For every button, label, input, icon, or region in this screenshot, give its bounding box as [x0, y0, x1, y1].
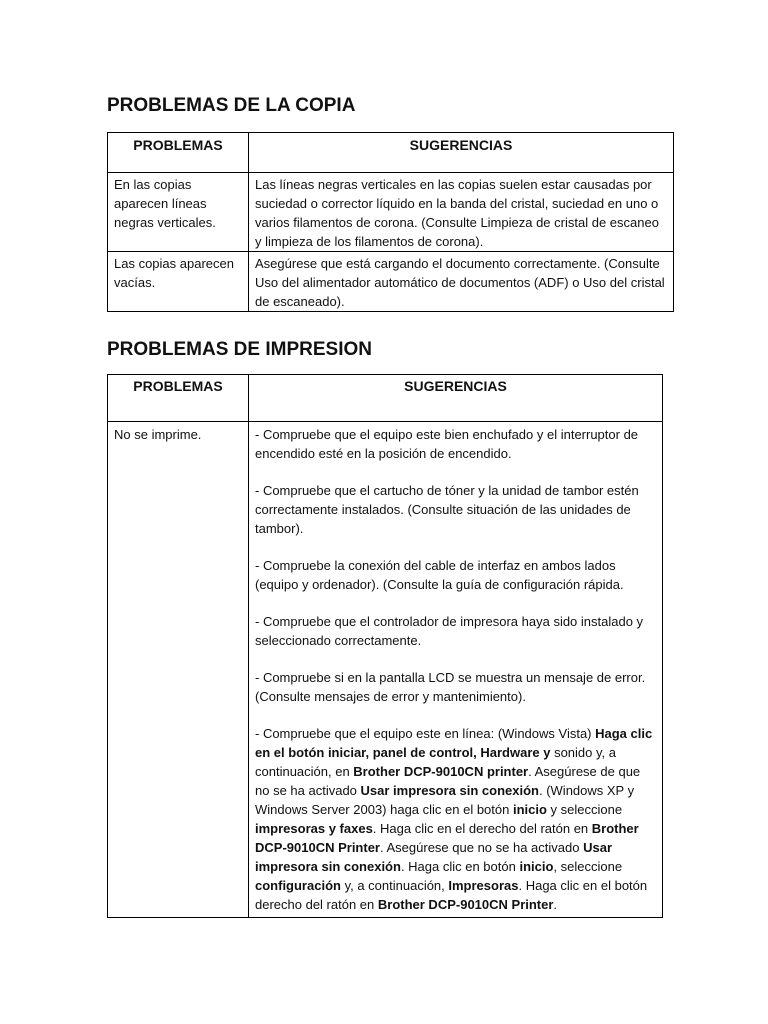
problem-cell: Las copias aparecen vacías. — [108, 252, 249, 312]
suggestion-cell: Asegúrese que está cargando el documento correctamente. (Consulte Uso del alimentador automático de documentos (ADF) o Uso del cristal de escaneado). — [249, 252, 674, 312]
table-row — [108, 173, 674, 252]
problem-cell: No se imprime. — [108, 422, 249, 918]
table-row — [108, 252, 674, 312]
suggestion-paragraph: - Compruebe que el cartucho de tóner y la unidad de tambor estén correctamente instalados. (Consulte situación de las unidades de tambor). — [255, 483, 639, 536]
text-segment: - Compruebe que el equipo este en línea: (Windows Vista) — [255, 726, 596, 741]
online-status-suggestion — [255, 724, 656, 914]
bold-text-segment: inicio — [519, 859, 554, 874]
problems-column-header: PROBLEMAS — [108, 133, 249, 173]
copy-problems-table — [107, 132, 674, 312]
text-segment: . Haga clic en el derecho del ratón en — [372, 821, 592, 836]
print-problems-table — [107, 374, 663, 918]
table-header-row — [108, 133, 674, 173]
text-segment: y, a continuación, — [340, 878, 449, 893]
text-segment: y seleccione — [546, 802, 623, 817]
text-segment: . (Windows XP y Windows Server 2003) haga clic en el botón — [255, 783, 635, 817]
suggestions-column-header: SUGERENCIAS — [249, 133, 674, 173]
bold-text-segment: configuración — [255, 878, 341, 893]
suggestion-paragraph: - Compruebe la conexión del cable de interfaz en ambos lados (equipo y ordenador). (Consulte la guía de configuración rápida. — [255, 558, 624, 592]
text-segment: , seleccione — [553, 859, 623, 874]
bold-text-segment: Haga clic en el botón iniciar, panel de control, Hardware y — [255, 726, 653, 760]
table-header-row — [108, 375, 663, 422]
bold-text-segment: Brother DCP-9010CN Printer — [377, 897, 554, 912]
suggestion-cell — [249, 422, 663, 918]
bold-text-segment: inicio — [512, 802, 547, 817]
text-segment: . Asegúrese que no se ha activado — [380, 840, 584, 855]
bold-text-segment: Impresoras — [448, 878, 519, 893]
bold-text-segment: impresoras y faxes — [255, 821, 373, 836]
suggestion-paragraph: - Compruebe que el equipo este bien enchufado y el interruptor de encendido esté en la posición de encendido. — [255, 427, 639, 461]
problems-column-header: PROBLEMAS — [108, 375, 249, 422]
print-problems-heading: PROBLEMAS DE IMPRESION — [107, 339, 372, 360]
bold-text-segment: Usar impresora sin conexión — [255, 840, 613, 874]
suggestions-column-header: SUGERENCIAS — [249, 375, 663, 422]
copy-problems-heading: PROBLEMAS DE LA COPIA — [107, 95, 356, 116]
text-segment: . — [553, 897, 558, 912]
bold-text-segment: Brother DCP-9010CN Printer — [255, 821, 639, 855]
bold-text-segment: Usar impresora sin conexión — [360, 783, 539, 798]
bold-text-segment: Brother DCP-9010CN printer — [353, 764, 529, 779]
suggestion-paragraph: - Compruebe que el controlador de impresora haya sido instalado y seleccionado correctamente. — [255, 614, 644, 648]
suggestion-paragraph: - Compruebe si en la pantalla LCD se muestra un mensaje de error. (Consulte mensajes de error y mantenimiento). — [255, 670, 646, 704]
text-segment: sonido y, a continuación, en — [255, 745, 616, 779]
text-segment: . Asegúrese de que no se ha activado — [255, 764, 641, 798]
text-segment: . Haga clic en el botón derecho del ratón en — [255, 878, 648, 912]
problem-cell: En las copias aparecen líneas negras verticales. — [108, 173, 249, 252]
suggestion-cell: Las líneas negras verticales en las copias suelen estar causadas por suciedad o corrector líquido en la banda del cristal, suciedad en uno o varios filamentos de corona. (Consulte Limpieza de cristal de escaneo y limpieza de los filamentos de corona). — [249, 173, 674, 252]
table-row — [108, 422, 663, 918]
text-segment: . Haga clic en botón — [400, 859, 520, 874]
